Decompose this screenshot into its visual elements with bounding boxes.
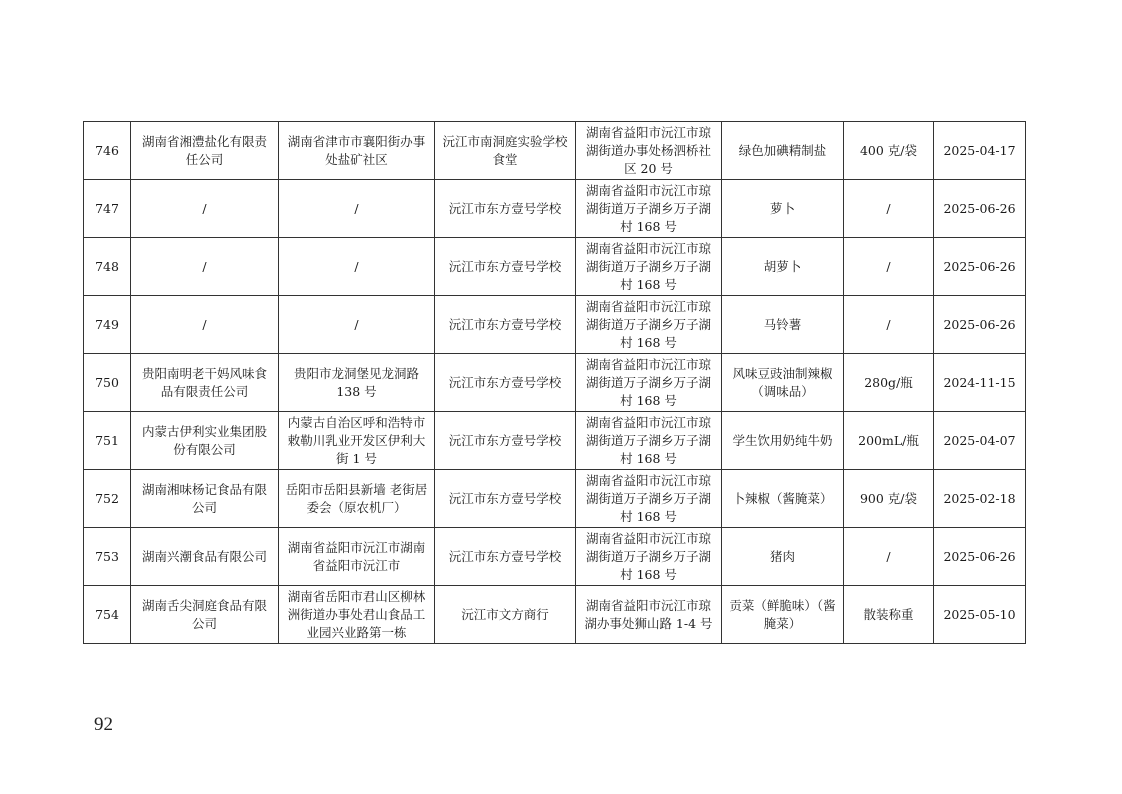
seller-name-cell: 沅江市东方壹号学校 xyxy=(435,238,576,296)
seller-address-cell: 湖南省益阳市沅江市琼湖街道万子湖乡万子湖村 168 号 xyxy=(576,180,722,238)
table-row xyxy=(84,354,1026,412)
seller-address-cell: 湖南省益阳市沅江市琼湖办事处狮山路 1-4 号 xyxy=(576,586,722,644)
product-spec-cell: 散装称重 xyxy=(844,586,934,644)
seller-name-cell: 沅江市东方壹号学校 xyxy=(435,412,576,470)
seller-name-cell: 沅江市东方壹号学校 xyxy=(435,470,576,528)
producer-address-cell: 湖南省岳阳市君山区柳林洲街道办事处君山食品工业园兴业路第一栋 xyxy=(279,586,435,644)
producer-name-cell: / xyxy=(131,296,279,354)
product-name-cell: 卜辣椒（酱腌菜） xyxy=(722,470,844,528)
table-row xyxy=(84,586,1026,644)
product-spec-cell: / xyxy=(844,528,934,586)
production-date-cell: 2025-06-26 xyxy=(934,296,1026,354)
row-number-cell: 753 xyxy=(84,528,131,586)
seller-name-cell: 沅江市东方壹号学校 xyxy=(435,354,576,412)
row-number-cell: 747 xyxy=(84,180,131,238)
producer-name-cell: / xyxy=(131,180,279,238)
product-name-cell: 胡萝卜 xyxy=(722,238,844,296)
seller-address-cell: 湖南省益阳市沅江市琼湖街道万子湖乡万子湖村 168 号 xyxy=(576,238,722,296)
production-date-cell: 2025-04-17 xyxy=(934,122,1026,180)
production-date-cell: 2025-06-26 xyxy=(934,238,1026,296)
product-spec-cell: 900 克/袋 xyxy=(844,470,934,528)
production-date-cell: 2024-11-15 xyxy=(934,354,1026,412)
row-number-cell: 748 xyxy=(84,238,131,296)
producer-address-cell: 内蒙古自治区呼和浩特市敕勒川乳业开发区伊利大街 1 号 xyxy=(279,412,435,470)
seller-address-cell: 湖南省益阳市沅江市琼湖街道万子湖乡万子湖村 168 号 xyxy=(576,528,722,586)
producer-name-cell: 湖南兴潮食品有限公司 xyxy=(131,528,279,586)
producer-address-cell: / xyxy=(279,238,435,296)
product-name-cell: 贡菜（鲜脆味）（酱腌菜） xyxy=(722,586,844,644)
table-row xyxy=(84,122,1026,180)
producer-name-cell: 内蒙古伊利实业集团股份有限公司 xyxy=(131,412,279,470)
row-number-cell: 751 xyxy=(84,412,131,470)
seller-name-cell: 沅江市文方商行 xyxy=(435,586,576,644)
producer-address-cell: 贵阳市龙洞堡见龙洞路 138 号 xyxy=(279,354,435,412)
row-number-cell: 749 xyxy=(84,296,131,354)
page-number: 92 xyxy=(94,714,113,735)
product-name-cell: 绿色加碘精制盐 xyxy=(722,122,844,180)
production-date-cell: 2025-06-26 xyxy=(934,528,1026,586)
production-date-cell: 2025-02-18 xyxy=(934,470,1026,528)
product-name-cell: 马铃薯 xyxy=(722,296,844,354)
seller-address-cell: 湖南省益阳市沅江市琼湖街道万子湖乡万子湖村 168 号 xyxy=(576,470,722,528)
product-spec-cell: 400 克/袋 xyxy=(844,122,934,180)
seller-name-cell: 沅江市东方壹号学校 xyxy=(435,296,576,354)
producer-address-cell: 湖南省津市市襄阳街办事处盐矿社区 xyxy=(279,122,435,180)
product-spec-cell: / xyxy=(844,296,934,354)
seller-address-cell: 湖南省益阳市沅江市琼湖街道万子湖乡万子湖村 168 号 xyxy=(576,296,722,354)
producer-name-cell: 湖南省湘澧盐化有限责任公司 xyxy=(131,122,279,180)
product-name-cell: 风味豆豉油制辣椒（调味品） xyxy=(722,354,844,412)
production-date-cell: 2025-05-10 xyxy=(934,586,1026,644)
producer-address-cell: 湖南省益阳市沅江市湖南省益阳市沅江市 xyxy=(279,528,435,586)
row-number-cell: 746 xyxy=(84,122,131,180)
seller-address-cell: 湖南省益阳市沅江市琼湖街道办事处杨泗桥社区 20 号 xyxy=(576,122,722,180)
producer-name-cell: 湖南舌尖洞庭食品有限公司 xyxy=(131,586,279,644)
product-spec-cell: / xyxy=(844,180,934,238)
table-row xyxy=(84,180,1026,238)
production-date-cell: 2025-04-07 xyxy=(934,412,1026,470)
row-number-cell: 752 xyxy=(84,470,131,528)
product-spec-cell: / xyxy=(844,238,934,296)
producer-address-cell: / xyxy=(279,296,435,354)
table-row xyxy=(84,238,1026,296)
seller-address-cell: 湖南省益阳市沅江市琼湖街道万子湖乡万子湖村 168 号 xyxy=(576,412,722,470)
product-name-cell: 萝卜 xyxy=(722,180,844,238)
seller-name-cell: 沅江市东方壹号学校 xyxy=(435,528,576,586)
seller-address-cell: 湖南省益阳市沅江市琼湖街道万子湖乡万子湖村 168 号 xyxy=(576,354,722,412)
product-name-cell: 猪肉 xyxy=(722,528,844,586)
producer-name-cell: 湖南湘味杨记食品有限公司 xyxy=(131,470,279,528)
product-spec-cell: 280g/瓶 xyxy=(844,354,934,412)
seller-name-cell: 沅江市南洞庭实验学校食堂 xyxy=(435,122,576,180)
table-row xyxy=(84,470,1026,528)
records-table xyxy=(83,121,1026,644)
product-name-cell: 学生饮用奶纯牛奶 xyxy=(722,412,844,470)
product-spec-cell: 200mL/瓶 xyxy=(844,412,934,470)
producer-address-cell: 岳阳市岳阳县新墙 老街居委会（原农机厂） xyxy=(279,470,435,528)
table-row xyxy=(84,296,1026,354)
table-row xyxy=(84,528,1026,586)
row-number-cell: 754 xyxy=(84,586,131,644)
seller-name-cell: 沅江市东方壹号学校 xyxy=(435,180,576,238)
producer-name-cell: / xyxy=(131,238,279,296)
producer-name-cell: 贵阳南明老干妈风味食品有限责任公司 xyxy=(131,354,279,412)
table-body xyxy=(84,122,1026,644)
row-number-cell: 750 xyxy=(84,354,131,412)
producer-address-cell: / xyxy=(279,180,435,238)
table-row xyxy=(84,412,1026,470)
production-date-cell: 2025-06-26 xyxy=(934,180,1026,238)
